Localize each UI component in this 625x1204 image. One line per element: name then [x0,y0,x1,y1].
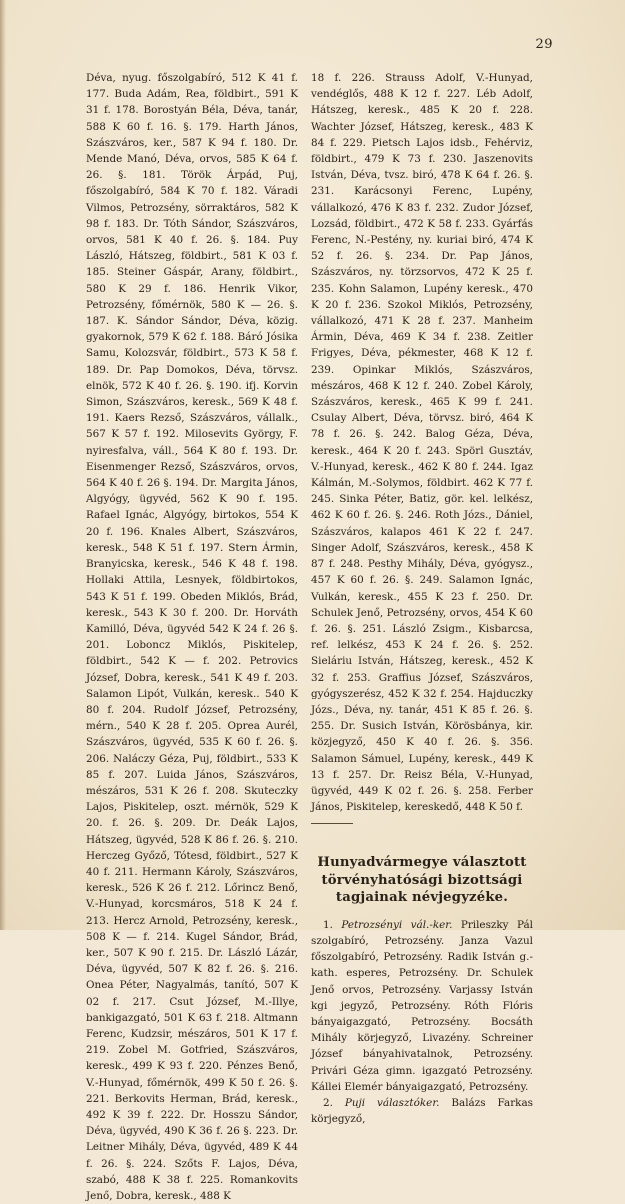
section-divider [311,823,353,824]
left-column [86,70,298,1204]
district-number: 2. [323,1097,333,1110]
right-column [311,70,533,1127]
district-members: Prileszky Pál szolgabíró, Petrozsény. Janza Vazul főszolgabíró, Petrozsény. Radik István g.-kath. esperes, Petrozsény. Dr. Schulek Jenő orvos, Petrozsény. Varjassy István kgi jegyző, Petrozsény. Róth Flóris bányaigazgató, Petrozsény. Bocsáth Mihály körjegyző, Livazény. Schreiner József bányahivatalnok, Petrozsény. Privári Géza gimn. igazgató Petrozsény. Kállei Elemér bányaigazgató, Petrozsény. [311,918,533,1093]
district-name: Puji választóker. [344,1097,440,1110]
left-column-text: Déva, nyug. főszolgabíró, 512 K 41 f. 177. Buda Adám, Rea, földbirt., 591 K 31 f. 178. Borostyán Béla, Déva, tanár, 588 K 60 f. 16. §. 179. Harth János, Szászváros, ker., 587 K 94 f. 180. Dr. Mende Manó, Déva, orvos, 585 K 64 f. 26. §. 181. Török Árpád, Puj, főszolgabíró, 584 K 70 f. 182. Váradi Vilmos, Petrozsény, sörraktáros, 582 K 98 f. 183. Dr. Tóth Sándor, Szászváros, orvos, 581 K 40 f. 26. §. 184. Puy László, Hátszeg, földbirt., 581 K 03 f. 185. Steiner Gáspár, Arany, földbirt., 580 K 29 f. 186. Henrik Vikor, Petrozsény, főmérnök, 580 K — 26. §. 187. K. Sándor Sándor, Déva, közig. gyakornok, 579 K 62 f. 188. Báró Jósika Samu, Kolozsvár, földbirt., 573 K 58 f. 189. Dr. Pap Domokos, Déva, törvsz. elnök, 572 K 40 f. 26. §. 190. ifj. Korvin Simon, Szászváros, keresk., 569 K 48 f. 191. Kaers Rezső, Szászváros, vállalk., 567 K 57 f. 192. Milosevits György, F. nyiresfalva, váll., 564 K 80 f. 193. Dr. Eisenmenger Rezső, Szászváros, orvos, 564 K 40 f. 26 §. 194. Dr. Margita János, Algyógy, ügyvéd, 562 K 90 f. 195. Rafael Ignác, Algyógy, birtokos, 554 K 20 f. 196. Knales Albert, Szászváros, keresk., 548 K 51 f. 197. Stern Ármin, Branyicska, keresk., 546 K 48 f. 198. Hollaki Attila, Lesnyek, földbirtokos, 543 K 51 f. 199. Obeden Miklós, Brád, keresk., 543 K 30 f. 200. Dr. Horváth Kamilló, Déva, ügyvéd 542 K 24 f. 26 §. 201. Loboncz Miklós, Piskitelep, földbirt., 542 K — f. 202. Petrovics József, Dobra, keresk., 541 K 49 f. 203. Salamon Lipót, Vulkán, keresk.. 540 K 80 f. 204. Rudolf József, Petrozsény, mérn., 540 K 28 f. 205. Oprea Aurél, Szászváros, ügyvéd, 535 K 60 f. 26. §. 206. Naláczy Géza, Puj, földbirt., 533 K 85 f. 207. Luida János, Szászváros, mészáros, 531 K 26 f. 208. Skuteczky Lajos, Piskitelep, oszt. mérnök, 529 K 20. f. 26. §. 209. Dr. Deák Lajos, Hátszeg, ügyvéd, 528 K 86 f. 26. §. 210. Herczeg Győző, Tótesd, földbirt., 527 K 40 f. 211. Hermann Károly, Szászváros, keresk., 526 K 26 f. 212. Lőrincz Benő, V.-Hunyad, korcsmáros, 518 K 24 f. 213. Hercz Arnold, Petrozsény, keresk., 508 K — f. 214. Kugel Sándor, Brád, ker., 507 K 90 f. 215. Dr. László Lázár, Déva, ügyvéd, 507 K 82 f. 26. §. 216. Onea Péter, Nagyalmás, tanító, 507 K 02 f. 217. Csut József, M.-Illye, bankigazgató, 501 K 63 f. 218. Altmann Ferenc, Kudzsir, mészáros, 501 K 17 f. 219. Zobel M. Gotfried, Szászváros, keresk., 499 K 93 f. 220. Pénzes Benő, V.-Hunyad, főmérnök, 499 K 50 f. 26. §. 221. Berkovits Herman, Brád, keresk., 492 K 39 f. 222. Dr. Hosszu Sándor, Déva, ügyvéd, 490 K 36 f. 26 §. 223. Dr. Leitner Mihály, Déva, ügyvéd, 489 K 44 f. 26. §. 224. Szőts F. Lajos, Déva, szabó, 488 K 38 f. 225. Romankovits Jenő, Dobra, keresk., 488 K [86,72,298,1203]
district-members: Balázs Farkas körjegyző, [311,1097,533,1126]
right-column-text: 18 f. 226. Strauss Adolf, V.-Hunyad, vendéglős, 488 K 12 f. 227. Léb Adolf, Hátszeg, keresk., 485 K 20 f. 228. Wachter József, Hátszeg, keresk., 483 K 84 f. 229. Pietsch Lajos idsb., Fehérviz, földbirt., 479 K 73 f. 230. Jaszenovits István, Déva, tvsz. biró, 478 K 64 f. 26. §. 231. Karácsonyi Ferenc, Lupény, vállalkozó, 476 K 83 f. 232. Zudor József, Lozsád, földbirt., 472 K 58 f. 233. Gyárfás Ferenc, N.-Pestény, ny. kuriai biró, 474 K 52 f. 26. §. 234. Dr. Pap János, Szászváros, ny. törzsorvos, 472 K 25 f. 235. Kohn Salamon, Lupény keresk., 470 K 20 f. 236. Szokol Miklós, Petrozsény, vállalkozó, 471 K 28 f. 237. Manheim Ármin, Déva, 469 K 34 f. 238. Zeitler Frigyes, Déva, pékmester, 468 K 12 f. 239. Opinkar Miklós, Szászváros, mészáros, 468 K 12 f. 240. Zobel Károly, Szászváros, keresk., 465 K 99 f. 241. Csulay Albert, Déva, törvsz. biró, 464 K 78 f. 26. §. 242. Balog Géza, Déva, keresk., 464 K 20 f. 243. Spörl Gusztáv, V.-Hunyad, keresk., 462 K 80 f. 244. Igaz Kálmán, M.-Solymos, földbirt. 462 K 77 f. 245. Sinka Péter, Batiz, gör. kel. lelkész, 462 K 60 f. 26. §. 246. Roth Józs., Dániel, Szászváros, kalapos 461 K 22 f. 247. Singer Adolf, Szászváros, keresk., 458 K 87 f. 248. Pesthy Mihály, Déva, gyógysz., 457 K 60 f. 26. §. 249. Salamon Ignác, Vulkán, keresk., 455 K 23 f. 250. Dr. Schulek Jenő, Petrozsény, orvos, 454 K 60 f. 26. §. 251. László Zsigm., Kisbarcsa, ref. lelkész, 453 K 24 f. 26. §. 252. Sieláriu István, Hátszeg, keresk., 452 K 32 f. 253. Graffius József, Szászváros, gyógyszerész, 452 K 32 f. 254. Hajduczky Józs., Déva, ny. tanár, 451 K 85 f. 26. §. 255. Dr. Susich István, Körösbánya, kir. közjegyző, 450 K 40 f. 26. §. 356. Salamon Sámuel, Lupény, keresk., 449 K 13 f. 257. Dr. Reisz Béla, V.-Hunyad, ügyvéd, 449 K 02 f. 26. §. 258. Ferber János, Piskitelep, kereskedő, 448 K 50 f. [311,72,533,814]
member-list [311,917,533,1128]
page-number: 29 [535,37,553,52]
member-paragraph-2 [311,1095,533,1127]
district-number: 1. [323,918,333,931]
district-name: Petrozsényi vál.-ker. [341,918,453,931]
member-paragraph-1 [311,917,533,1095]
page-edge-shadow [0,0,6,930]
section-title: Hunyadvármegye választott törvényhatósági bizottsági tagjainak névjegyzéke. [317,855,527,906]
